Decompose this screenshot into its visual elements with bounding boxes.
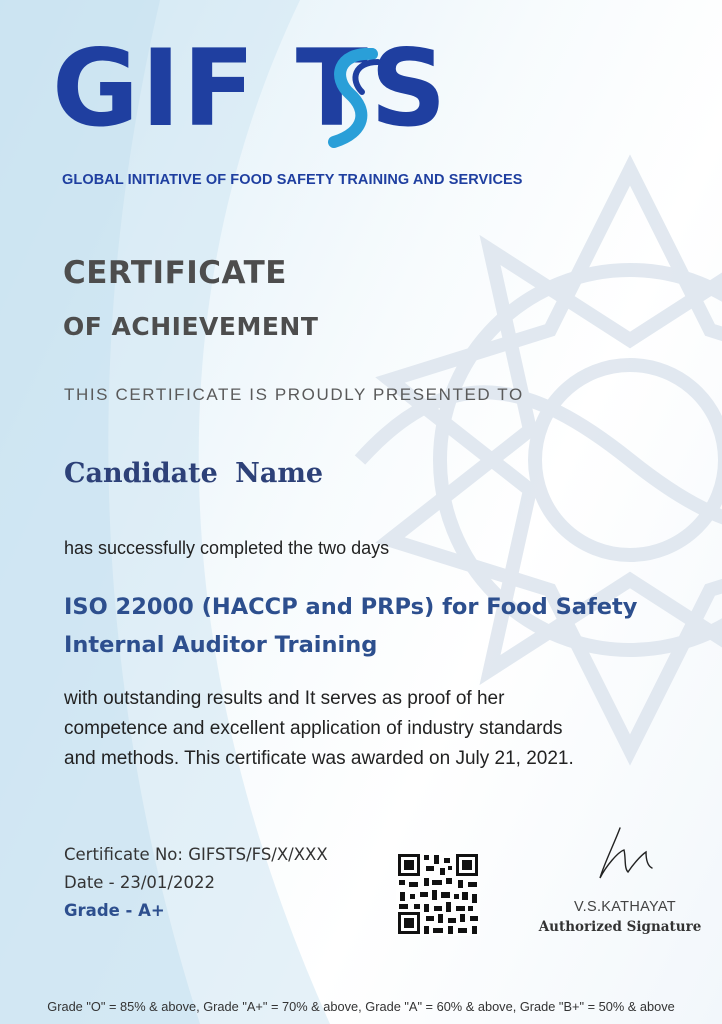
certificate-grade: Grade - A+ bbox=[64, 901, 165, 920]
body-line: and methods. This certificate was awarded on July 21, 2021. bbox=[64, 748, 574, 769]
grading-legend: Grade "O" = 85% & above, Grade "A+" = 70% & above, Grade "A" = 60% & above, Grade "B+" = 50% & above bbox=[47, 999, 675, 1014]
certificate-body bbox=[64, 684, 684, 774]
course-title-line: Internal Auditor Training bbox=[64, 632, 378, 658]
presented-to-text: THIS CERTIFICATE IS PROUDLY PRESENTED TO bbox=[64, 385, 524, 404]
body-line: competence and excellent application of industry standards bbox=[64, 718, 563, 739]
certificate-title: CERTIFICATE bbox=[63, 255, 287, 291]
candidate-name: Candidate Name bbox=[64, 458, 324, 489]
logo-wordmark: GIF TS bbox=[52, 27, 449, 150]
signature-title: Authorized Signature bbox=[538, 919, 702, 935]
body-line: with outstanding results and It serves as proof of her bbox=[64, 688, 505, 709]
certificate-date: Date - 23/01/2022 bbox=[64, 873, 215, 892]
signer-name: V.S.KATHAYAT bbox=[574, 899, 676, 915]
logo-s-swoosh-icon bbox=[320, 48, 392, 148]
course-title-line: ISO 22000 (HACCP and PRPs) for Food Safety bbox=[64, 594, 638, 620]
course-title bbox=[64, 588, 704, 664]
certificate-number: Certificate No: GIFSTS/FS/X/XXX bbox=[64, 845, 328, 864]
signature-mark bbox=[590, 822, 654, 884]
logo-tagline: GLOBAL INITIATIVE OF FOOD SAFETY TRAINING AND SERVICES bbox=[62, 172, 523, 188]
gifsts-logo bbox=[52, 27, 522, 150]
qr-code-icon[interactable] bbox=[396, 852, 480, 936]
completion-text: has successfully completed the two days bbox=[64, 538, 390, 558]
certificate-subtitle: OF ACHIEVEMENT bbox=[63, 312, 319, 341]
